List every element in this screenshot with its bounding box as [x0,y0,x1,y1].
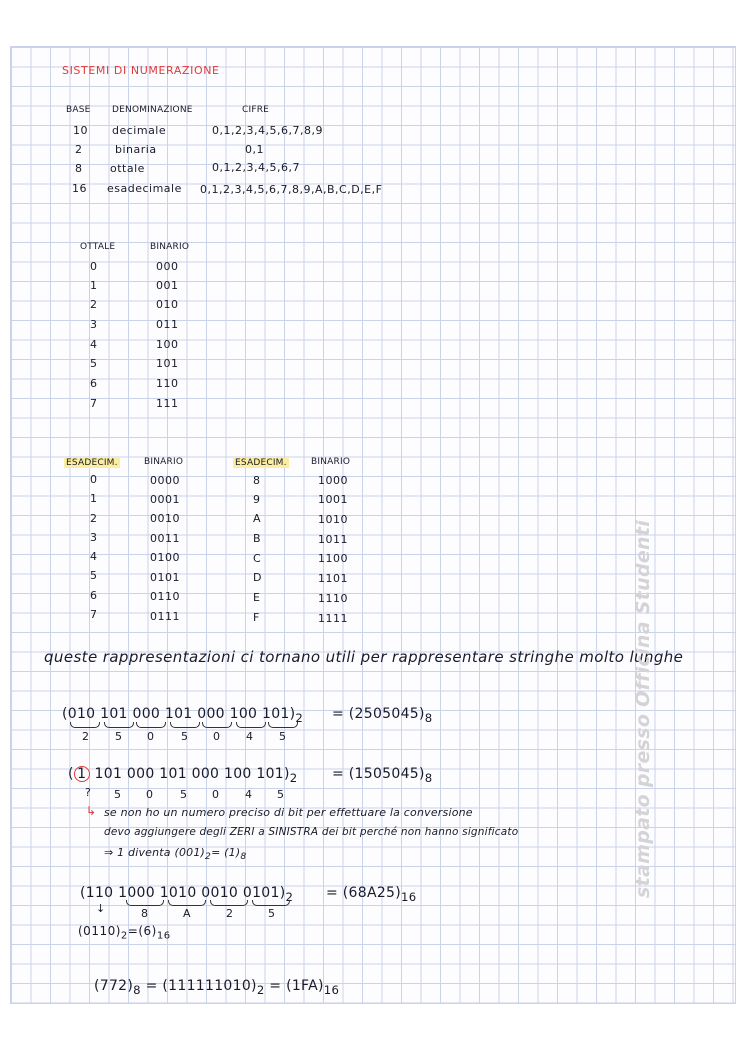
binary-cell: 010 [156,298,179,311]
denominazione-cell: decimale [112,124,167,137]
hex-cell: 0 [90,473,98,486]
example3-note-rhs: =(6) [127,924,157,938]
group-brace [104,722,134,728]
hex-cell: 1 [90,492,98,505]
hex-cell: 5 [90,569,98,582]
binary-cell: 0100 [150,551,180,564]
binary-cell: 0111 [150,610,180,623]
group-digit: 0 [213,730,220,743]
hex-cell: A [253,512,262,525]
note-line-3 [104,846,246,862]
group-digit: 8 [141,907,148,920]
group-digit: 5 [279,730,286,743]
note-line-3-text: ⇒ 1 diventa (001) [104,846,206,859]
hex-cell: 6 [90,589,98,602]
group-digit: 5 [115,730,122,743]
example4-expression [94,978,339,997]
example3-rhs-value: = (68A25) [326,885,402,901]
binary-cell: 110 [156,377,179,390]
group-digit: A [183,907,191,920]
octal-cell: 7 [90,397,98,410]
group-brace [126,900,164,906]
example1-lhs-base: 2 [295,710,304,725]
example4-c-base: 16 [323,982,340,997]
note-line-3-rhs: = (1) [211,846,241,859]
binary-cell: 1110 [318,592,348,605]
header-binario: BINARIO [150,242,190,252]
hex-cell: 2 [90,512,98,525]
example3-rhs-base: 16 [401,889,417,904]
group-digit: 0 [146,788,153,801]
watermark: stampato presso Officina Studenti [632,519,654,898]
group-digit: ? [85,786,91,799]
hex-cell: B [253,532,262,545]
example4-a: (772) [94,978,134,994]
binary-cell: 100 [156,338,179,351]
hex-cell: C [253,552,262,565]
cifre-cell: 0,1,2,3,4,5,6,7,8,9,A,B,C,D,E,F [200,183,383,196]
octal-cell: 3 [90,318,98,331]
hex-cell: 8 [253,474,261,487]
base-cell: 8 [75,162,83,175]
remark-text: queste rappresentazioni ci tornano utili per rappresentare stringhe molto lunghe [44,648,684,666]
octal-cell: 2 [90,298,98,311]
header-binario: BINARIO [144,457,184,467]
down-arrow-icon: ↓ [96,902,106,915]
group-digit: 4 [245,788,252,801]
binary-cell: 101 [156,357,179,370]
header-base: BASE [66,105,91,115]
example4-c: = (1FA) [269,978,324,994]
binary-cell: 0010 [150,512,180,525]
note-line-2: devo aggiungere degli ZERI a SINISTRA dei bit perché non hanno significato [104,826,519,838]
hex-cell: E [253,591,261,604]
binary-cell: 1111 [318,612,348,625]
group-brace [70,722,100,728]
binary-cell: 1101 [318,572,348,585]
binary-cell: 0110 [150,590,180,603]
note-line-3-rhs-base: 8 [240,851,247,863]
example1-rhs [332,706,432,725]
hex-cell: 7 [90,608,98,621]
base-cell: 2 [75,143,83,156]
header-esadecim-2-text: ESADECIM. [235,458,287,468]
hex-cell: F [253,611,260,624]
group-digit: 5 [268,907,275,920]
binary-cell: 1000 [318,474,348,487]
header-denominazione: DENOMINAZIONE [112,105,193,115]
octal-cell: 4 [90,338,98,351]
octal-cell: 0 [90,260,98,273]
header-binario-2: BINARIO [311,457,351,467]
binary-cell: 0011 [150,532,180,545]
example4-b-base: 2 [256,982,265,997]
hex-cell: 3 [90,531,98,544]
binary-cell: 0000 [150,474,180,487]
example2-rhs-value: = (1505045) [332,766,425,782]
group-brace [268,722,298,728]
hex-cell: D [253,571,262,584]
example3-note [78,924,171,941]
denominazione-cell: esadecimale [107,182,182,195]
binary-cell: 0001 [150,493,180,506]
binary-cell: 1100 [318,552,348,565]
example2-lhs-base: 2 [289,770,298,785]
circled-digit: 1 [74,766,90,782]
cifre-cell: 0,1 [245,143,264,156]
group-brace [202,722,232,728]
note-line-3-base: 2 [205,851,212,863]
header-cifre: CIFRE [242,105,270,115]
binary-cell: 1010 [318,513,348,526]
example4-a-base: 8 [133,982,141,997]
red-arrow-icon: ↳ [86,804,97,818]
group-digit: 5 [180,788,187,801]
octal-cell: 6 [90,377,98,390]
hex-cell: 4 [90,550,98,563]
example3-note-rhs-base: 16 [156,930,171,942]
binary-cell: 1001 [318,493,348,506]
header-esadecim-text: ESADECIM. [66,458,118,468]
group-digit: 0 [212,788,219,801]
denominazione-cell: binaria [115,143,157,156]
binary-cell: 0101 [150,571,180,584]
group-brace [252,900,290,906]
example1-rhs-base: 8 [424,710,433,725]
group-brace [136,722,166,728]
group-brace [236,722,266,728]
base-cell: 10 [73,124,88,137]
header-esadecim-2 [233,458,289,468]
group-brace [210,900,248,906]
binary-cell: 011 [156,318,179,331]
group-digit: 5 [277,788,284,801]
example2-rhs [332,766,432,785]
binary-cell: 001 [156,279,179,292]
example3-note-value: (0110) [78,924,121,938]
binary-cell: 111 [156,397,179,410]
example4-b: = (111111010) [145,978,257,994]
cifre-cell: 0,1,2,3,4,5,6,7,8,9 [212,124,323,137]
binary-cell: 1011 [318,533,348,546]
denominazione-cell: ottale [110,162,145,175]
example3-rhs [326,885,416,904]
example3-lhs-value: (110 1000 1010 0010 0101) [80,885,286,901]
example3-note-base: 2 [120,930,128,942]
hex-cell: 9 [253,493,261,506]
group-digit: 0 [147,730,154,743]
example2-lhs-value: 101 000 101 000 100 101) [94,766,290,782]
base-cell: 16 [72,182,87,195]
example2-lhs: ( 1 101 000 101 000 100 $101)_2$ [68,766,298,785]
octal-cell: 1 [90,279,98,292]
example1-lhs-value: (010 101 000 101 000 100 101) [62,706,296,722]
group-digit: 2 [82,730,89,743]
binary-cell: 000 [156,260,179,273]
group-brace [168,900,206,906]
example3-lhs-base: 2 [285,889,294,904]
header-ottale: OTTALE [80,242,116,252]
octal-cell: 5 [90,357,98,370]
cifre-cell: 0,1,2,3,4,5,6,7 [212,161,300,174]
header-esadecim [64,458,120,468]
example1-rhs-value: = (2505045) [332,706,425,722]
example2-rhs-base: 8 [424,770,433,785]
group-digit: 2 [226,907,233,920]
group-digit: 5 [181,730,188,743]
group-digit: 5 [114,788,121,801]
group-brace [170,722,200,728]
page-title: SISTEMI DI NUMERAZIONE [62,64,220,77]
note-line-1: se non ho un numero preciso di bit per effettuare la conversione [104,806,473,819]
group-digit: 4 [246,730,253,743]
